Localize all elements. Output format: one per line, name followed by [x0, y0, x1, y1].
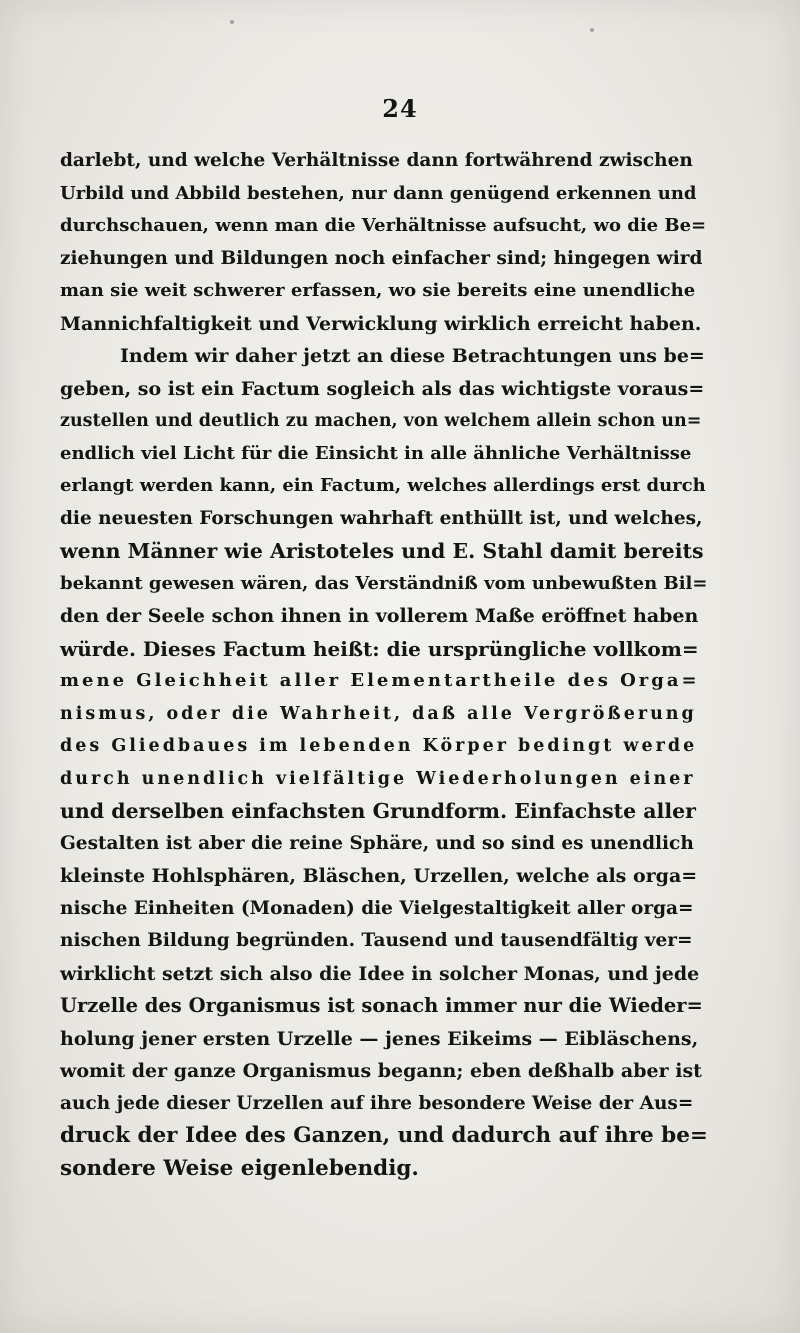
text-line-31: druck der Idee des Ganzen, und dadurch auf ihre be= [60, 1123, 708, 1148]
text-line-12: die neuesten Forschungen wahrhaft enthüllt ist, und welches, [60, 507, 703, 529]
text-line-3: durchschauen, wenn man die Verhältnisse aufsucht, wo die Be= [60, 215, 707, 236]
text-line-6: Mannichfaltigkeit und Verwicklung wirklich erreicht haben. [60, 312, 702, 335]
text-line-20: durch unendlich vielfältige Wiederholungen einer [60, 768, 696, 789]
text-line-14: bekannt gewesen wären, das Verständniß vom unbewußten Bil= [60, 572, 708, 594]
text-line-28: holung jener ersten Urzelle — jenes Eikeims — Eibläschens, [60, 1027, 699, 1050]
text-line-32: sondere Weise eigenlebendig. [60, 1155, 419, 1181]
text-line-10: endlich viel Licht für die Einsicht in alle ähnliche Verhältnisse [60, 442, 692, 464]
text-line-21: und derselben einfachsten Grundform. Einfachste aller [60, 799, 696, 823]
text-line-8: geben, so ist ein Factum sogleich als das wichtigste voraus= [60, 377, 705, 400]
text-line-22: Gestalten ist aber die reine Sphäre, und so sind es unendlich [60, 832, 694, 854]
text-line-5: man sie weit schwerer erfassen, wo sie bereits eine unendliche [60, 280, 696, 301]
text-line-23: kleinste Hohlsphären, Bläschen, Urzellen, welche als orga= [60, 865, 698, 887]
text-line-2: Urbild und Abbild bestehen, nur dann genügend erkennen und [60, 182, 697, 204]
text-line-24: nische Einheiten (Monaden) die Vielgestaltigkeit aller orga= [60, 897, 694, 919]
text-line-11: erlangt werden kann, ein Factum, welches allerdings erst durch [60, 475, 706, 496]
ink-speck [230, 20, 234, 24]
text-line-26: wirklicht setzt sich also die Idee in solcher Monas, und jede [60, 962, 700, 985]
text-line-27: Urzelle des Organismus ist sonach immer nur die Wieder= [60, 994, 703, 1017]
text-line-30: auch jede dieser Urzellen auf ihre besondere Weise der Aus= [60, 1092, 694, 1114]
text-line-13: wenn Männer wie Aristoteles und E. Stahl damit bereits [60, 539, 704, 563]
text-line-29: womit der ganze Organismus begann; eben deßhalb aber ist [60, 1060, 702, 1082]
text-line-4: ziehungen und Bildungen noch einfacher sind; hingegen wird [60, 247, 703, 269]
text-line-25: nischen Bildung begründen. Tausend und tausendfältig ver= [60, 930, 693, 951]
text-line-17: mene Gleichheit aller Elementartheile des Orga= [60, 670, 700, 691]
text-line-19: des Gliedbaues im lebenden Körper bedingt werde [60, 736, 698, 756]
text-line-7: Indem wir daher jetzt an diese Betrachtungen uns be= [120, 345, 705, 367]
body-text [60, 145, 708, 1185]
text-line-16: würde. Dieses Factum heißt: die ursprüngliche vollkom= [60, 636, 699, 661]
page-number: 24 [382, 94, 418, 123]
text-line-15: den der Seele schon ihnen in vollerem Maße eröffnet haben [60, 605, 699, 627]
text-line-9: zustellen und deutlich zu machen, von welchem allein schon un= [60, 411, 702, 431]
ink-speck [590, 28, 594, 32]
text-line-18: nismus, oder die Wahrheit, daß alle Vergrößerung [60, 703, 697, 724]
text-line-1: darlebt, und welche Verhältnisse dann fortwährend zwischen [60, 150, 693, 171]
